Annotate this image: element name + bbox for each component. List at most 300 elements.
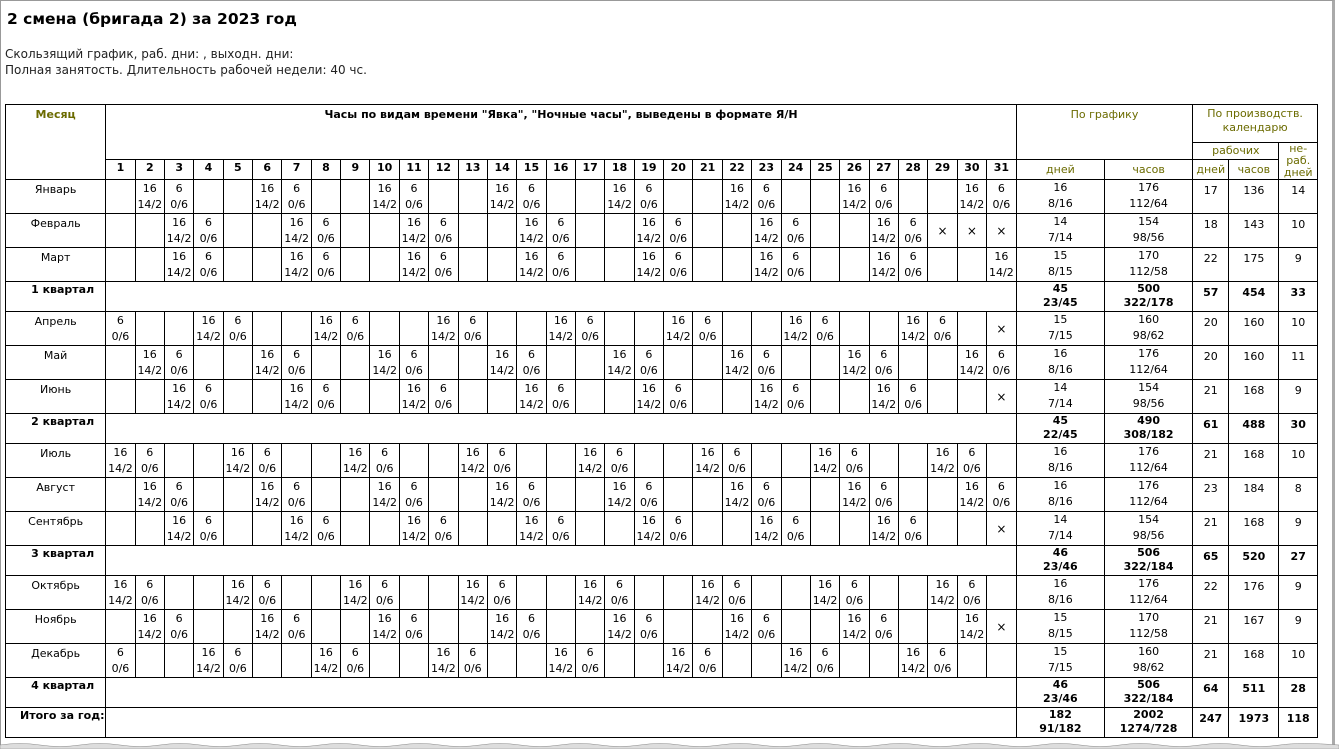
value-bottom: 0/6 bbox=[493, 594, 511, 607]
header-calendar bbox=[1193, 105, 1318, 143]
schedule-days bbox=[1016, 248, 1104, 282]
day-cell bbox=[135, 512, 164, 546]
value-top: 16 bbox=[407, 514, 422, 527]
value-bottom: 14/2 bbox=[284, 266, 309, 279]
day-cell bbox=[898, 444, 927, 478]
value-top: 6 bbox=[938, 314, 946, 327]
value-top: 6 bbox=[733, 578, 741, 591]
value-bottom: 14/2 bbox=[989, 266, 1014, 279]
value-top: 16 bbox=[612, 182, 627, 195]
calendar-nonworking: 118 bbox=[1279, 708, 1318, 738]
value-bottom: 0/6 bbox=[551, 266, 570, 279]
value-top: 500 bbox=[1137, 282, 1161, 295]
value-top: 6 bbox=[293, 348, 301, 361]
summary-label: 1 квартал bbox=[6, 282, 106, 312]
value-bottom: 0/6 bbox=[434, 398, 453, 411]
value-top: 6 bbox=[293, 480, 301, 493]
value-top: 16 bbox=[759, 250, 774, 263]
value-bottom: 14/2 bbox=[460, 594, 486, 607]
day-number-7: 7 bbox=[282, 160, 311, 180]
value-top: 16 bbox=[1053, 479, 1068, 492]
value-top: 16 bbox=[377, 182, 392, 195]
day-cell bbox=[282, 512, 311, 546]
day-number-21: 21 bbox=[693, 160, 722, 180]
schedule-days bbox=[1016, 444, 1104, 478]
value-bottom: 8/16 bbox=[1048, 363, 1073, 376]
day-cell bbox=[664, 444, 693, 478]
value-bottom: 14/2 bbox=[166, 398, 192, 411]
value-top: 176 bbox=[1138, 479, 1160, 492]
calendar-hours: 511 bbox=[1229, 678, 1279, 708]
day-number-2: 2 bbox=[135, 160, 164, 180]
value-top: 16 bbox=[788, 314, 803, 327]
value-top: 16 bbox=[230, 446, 245, 459]
day-cell bbox=[164, 346, 193, 380]
calendar-nonworking: 33 bbox=[1279, 282, 1318, 312]
day-cell bbox=[282, 346, 311, 380]
day-cell bbox=[840, 610, 869, 644]
day-cell bbox=[546, 610, 575, 644]
value-bottom: 98/56 bbox=[1132, 529, 1165, 542]
day-cell bbox=[898, 644, 927, 678]
value-top: 16 bbox=[964, 480, 979, 493]
value-bottom: 0/6 bbox=[199, 266, 218, 279]
day-cell bbox=[311, 478, 340, 512]
value-top: 6 bbox=[557, 250, 565, 263]
schedule-days bbox=[1016, 478, 1104, 512]
value-top: 45 bbox=[1052, 282, 1069, 295]
day-cell bbox=[135, 478, 164, 512]
value-bottom: 14/2 bbox=[900, 330, 926, 343]
value-top: 16 bbox=[142, 480, 157, 493]
value-top: 16 bbox=[788, 646, 803, 659]
day-cell bbox=[253, 248, 282, 282]
day-cell bbox=[194, 512, 223, 546]
value-top: 6 bbox=[880, 182, 888, 195]
value-top: 6 bbox=[322, 216, 330, 229]
value-bottom: 14/2 bbox=[812, 462, 838, 475]
value-top: 16 bbox=[142, 182, 157, 195]
day-cell bbox=[576, 512, 605, 546]
value-top: 6 bbox=[205, 250, 212, 263]
day-cell bbox=[722, 512, 751, 546]
value-bottom: 14/2 bbox=[137, 628, 163, 641]
day-cell bbox=[957, 444, 986, 478]
value-top: 16 bbox=[172, 514, 187, 527]
value-top: 6 bbox=[439, 216, 447, 229]
day-cell bbox=[223, 610, 252, 644]
value-bottom: 0/6 bbox=[199, 530, 218, 543]
day-cell bbox=[458, 610, 487, 644]
month-row bbox=[6, 214, 1318, 248]
day-cell bbox=[164, 478, 193, 512]
day-cell bbox=[370, 380, 399, 414]
value-bottom: 14/2 bbox=[460, 462, 486, 475]
day-cell bbox=[282, 180, 311, 214]
day-cell bbox=[223, 248, 252, 282]
value-bottom: 0/6 bbox=[346, 330, 365, 343]
value-bottom: 14/2 bbox=[137, 198, 163, 211]
day-number-20: 20 bbox=[664, 160, 693, 180]
calendar-nonworking: 10 bbox=[1279, 644, 1318, 678]
day-cell bbox=[957, 248, 986, 282]
total-row bbox=[6, 708, 1318, 738]
day-number-19: 19 bbox=[634, 160, 663, 180]
day-cell bbox=[370, 478, 399, 512]
value-top: 16 bbox=[847, 612, 862, 625]
day-cell bbox=[693, 312, 722, 346]
value-top: 6 bbox=[586, 314, 594, 327]
value-bottom: 0/6 bbox=[874, 198, 893, 211]
day-cell bbox=[311, 380, 340, 414]
calendar-nonworking: 9 bbox=[1279, 576, 1318, 610]
value-bottom: 0/6 bbox=[493, 462, 511, 475]
value-top: 16 bbox=[465, 578, 480, 591]
quarter-row bbox=[6, 546, 1318, 576]
value-top: 16 bbox=[583, 446, 598, 459]
calendar-days: 65 bbox=[1193, 546, 1229, 576]
value-bottom: 7/15 bbox=[1048, 329, 1073, 342]
day-cell bbox=[722, 576, 751, 610]
value-top: 6 bbox=[557, 514, 565, 527]
day-cell bbox=[810, 346, 839, 380]
day-number-5: 5 bbox=[223, 160, 252, 180]
calendar-days: 57 bbox=[1193, 282, 1229, 312]
month-row bbox=[6, 180, 1318, 214]
header-calendar-text: По производств. календарю bbox=[1207, 107, 1303, 134]
schedule-days bbox=[1016, 546, 1104, 576]
value-top: 16 bbox=[818, 446, 833, 459]
day-cell bbox=[487, 248, 516, 282]
day-cell bbox=[399, 214, 428, 248]
month-name: Июнь bbox=[6, 380, 106, 414]
day-number-22: 22 bbox=[722, 160, 751, 180]
day-cell bbox=[164, 380, 193, 414]
value-top: 16 bbox=[641, 250, 656, 263]
day-cell bbox=[987, 576, 1017, 610]
calendar-days: 17 bbox=[1193, 180, 1229, 214]
day-cell bbox=[135, 312, 164, 346]
value-top: 6 bbox=[645, 480, 653, 493]
day-cell bbox=[135, 380, 164, 414]
day-cell bbox=[223, 478, 252, 512]
summary-label: 2 квартал bbox=[6, 414, 106, 444]
value-top: 16 bbox=[1053, 347, 1068, 360]
calendar-nonworking: 14 bbox=[1279, 180, 1318, 214]
day-cell bbox=[752, 346, 781, 380]
day-cell bbox=[135, 576, 164, 610]
page-title: 2 смена (бригада 2) за 2023 год bbox=[7, 10, 297, 28]
value-bottom: 8/16 bbox=[1048, 197, 1073, 210]
month-name: Сентябрь bbox=[6, 512, 106, 546]
value-bottom: 0/6 bbox=[640, 364, 658, 377]
day-cell bbox=[987, 248, 1017, 282]
value-bottom: 14/2 bbox=[108, 462, 133, 475]
schedule-days bbox=[1016, 610, 1104, 644]
value-bottom: 0/6 bbox=[963, 594, 981, 607]
day-cell bbox=[810, 512, 839, 546]
day-cell bbox=[253, 312, 282, 346]
summary-label: Итого за год: bbox=[6, 708, 106, 738]
day-number-27: 27 bbox=[869, 160, 898, 180]
value-bottom: 0/6 bbox=[405, 364, 423, 377]
calendar-days: 21 bbox=[1193, 512, 1229, 546]
day-cell bbox=[664, 312, 693, 346]
value-top: 16 bbox=[935, 578, 950, 591]
day-cell bbox=[781, 380, 810, 414]
value-bottom: 14/2 bbox=[166, 266, 192, 279]
value-bottom: 14/2 bbox=[548, 330, 574, 343]
value-bottom: 14/2 bbox=[783, 330, 809, 343]
value-top: 6 bbox=[909, 216, 917, 229]
value-top: 16 bbox=[847, 348, 862, 361]
value-top: 16 bbox=[524, 250, 539, 263]
value-top: 6 bbox=[410, 182, 418, 195]
day-cell bbox=[341, 478, 370, 512]
value-top: 6 bbox=[968, 578, 976, 591]
day-cell bbox=[253, 444, 282, 478]
calendar-nonworking: 27 bbox=[1279, 546, 1318, 576]
value-top: 6 bbox=[381, 446, 389, 459]
day-cell bbox=[752, 478, 781, 512]
schedule-hours bbox=[1104, 414, 1192, 444]
value-bottom: 14/2 bbox=[225, 594, 251, 607]
header-cal-days: дней bbox=[1193, 160, 1229, 180]
day-cell bbox=[752, 248, 781, 282]
value-top: 16 bbox=[847, 480, 862, 493]
value-bottom: 0/6 bbox=[522, 364, 541, 377]
value-top: 16 bbox=[260, 348, 275, 361]
value-bottom: 0/6 bbox=[522, 496, 541, 509]
value-bottom: 0/6 bbox=[786, 530, 805, 543]
day-cell bbox=[194, 644, 223, 678]
day-cell bbox=[429, 380, 458, 414]
summary-label: 4 квартал bbox=[6, 678, 106, 708]
day-cell bbox=[517, 214, 546, 248]
value-bottom: 0/6 bbox=[170, 496, 188, 509]
value-top: 16 bbox=[495, 348, 510, 361]
value-top: 6 bbox=[293, 612, 301, 625]
value-bottom: 112/64 bbox=[1129, 495, 1168, 508]
day-cell bbox=[106, 248, 135, 282]
day-cell bbox=[752, 380, 781, 414]
calendar-nonworking: 8 bbox=[1279, 478, 1318, 512]
day-cell bbox=[223, 512, 252, 546]
day-cell bbox=[898, 180, 927, 214]
value-bottom: 322/184 bbox=[1123, 560, 1174, 573]
day-cell bbox=[282, 214, 311, 248]
value-top: 16 bbox=[729, 612, 744, 625]
value-top: 16 bbox=[289, 216, 304, 229]
value-top: 6 bbox=[997, 348, 1005, 361]
value-bottom: 14/2 bbox=[842, 198, 867, 211]
value-top: 6 bbox=[909, 382, 917, 395]
value-top: 6 bbox=[322, 514, 330, 527]
day-cell bbox=[840, 444, 869, 478]
value-top: 6 bbox=[116, 646, 124, 659]
day-cell bbox=[987, 214, 1017, 248]
day-cell bbox=[106, 444, 135, 478]
value-bottom: 0/6 bbox=[992, 364, 1011, 377]
value-bottom: 0/6 bbox=[816, 662, 834, 675]
value-top: 6 bbox=[674, 514, 682, 527]
day-cell bbox=[987, 644, 1017, 678]
day-cell bbox=[752, 512, 781, 546]
day-cell bbox=[781, 644, 810, 678]
day-cell bbox=[135, 214, 164, 248]
value-top: 16 bbox=[348, 446, 363, 459]
value-top: 6 bbox=[498, 446, 506, 459]
day-cell bbox=[987, 180, 1017, 214]
value-bottom: 14/2 bbox=[372, 364, 398, 377]
day-cell bbox=[429, 312, 458, 346]
value-top: 6 bbox=[410, 612, 418, 625]
value-bottom: 14/2 bbox=[254, 198, 280, 211]
schedule-days bbox=[1016, 380, 1104, 414]
value-top: 6 bbox=[645, 612, 653, 625]
day-cell bbox=[576, 180, 605, 214]
value-bottom: 14/2 bbox=[724, 496, 750, 509]
calendar-days: 21 bbox=[1193, 610, 1229, 644]
day-cell bbox=[840, 214, 869, 248]
schedule-days bbox=[1016, 346, 1104, 380]
value-bottom: 1274/728 bbox=[1119, 722, 1178, 735]
day-cell bbox=[164, 248, 193, 282]
value-top: 6 bbox=[997, 480, 1005, 493]
value-bottom: 14/2 bbox=[959, 496, 985, 509]
value-bottom: 14/2 bbox=[401, 530, 427, 543]
day-cell bbox=[664, 380, 693, 414]
value-top: 16 bbox=[524, 382, 539, 395]
value-top: 6 bbox=[674, 216, 682, 229]
day-cell bbox=[840, 512, 869, 546]
schedule-hours bbox=[1104, 576, 1192, 610]
day-cell bbox=[722, 444, 751, 478]
calendar-days: 64 bbox=[1193, 678, 1229, 708]
header-hours: Часы по видам времени "Явка", "Ночные часы", выведены в формате Я/Н bbox=[106, 105, 1017, 160]
day-number-30: 30 bbox=[957, 160, 986, 180]
value-bottom: 14/2 bbox=[724, 364, 750, 377]
day-cell bbox=[311, 248, 340, 282]
day-cell bbox=[399, 512, 428, 546]
day-cell bbox=[341, 214, 370, 248]
day-cell bbox=[869, 214, 898, 248]
day-number-10: 10 bbox=[370, 160, 399, 180]
day-cell bbox=[487, 610, 516, 644]
value-top: 16 bbox=[1053, 181, 1068, 194]
value-top: 15 bbox=[1053, 645, 1068, 658]
day-cell bbox=[194, 248, 223, 282]
value-top: 6 bbox=[469, 646, 477, 659]
value-top: 16 bbox=[641, 216, 656, 229]
day-cell bbox=[282, 248, 311, 282]
day-cell bbox=[810, 214, 839, 248]
value-top: 16 bbox=[964, 182, 979, 195]
value-bottom: 0/6 bbox=[375, 594, 394, 607]
calendar-hours: 520 bbox=[1229, 546, 1279, 576]
value-top: 16 bbox=[906, 314, 921, 327]
schedule-table bbox=[5, 104, 1318, 738]
day-cell bbox=[634, 512, 663, 546]
value-top: 6 bbox=[498, 578, 506, 591]
value-top: 6 bbox=[234, 314, 242, 327]
day-cell bbox=[869, 180, 898, 214]
value-bottom: 112/64 bbox=[1129, 461, 1168, 474]
day-cell bbox=[928, 576, 957, 610]
day-cell bbox=[282, 644, 311, 678]
value-top: 16 bbox=[407, 216, 422, 229]
value-top: 16 bbox=[465, 446, 480, 459]
value-bottom: 7/14 bbox=[1048, 231, 1073, 244]
day-cell bbox=[576, 380, 605, 414]
value-bottom: 14/2 bbox=[225, 462, 251, 475]
value-bottom: 7/14 bbox=[1048, 529, 1073, 542]
value-top: 6 bbox=[322, 250, 330, 263]
value-bottom: 91/182 bbox=[1039, 722, 1082, 735]
month-row bbox=[6, 576, 1318, 610]
value-bottom: 14/2 bbox=[519, 398, 544, 411]
day-cell bbox=[546, 644, 575, 678]
value-top: 16 bbox=[729, 182, 744, 195]
day-cell bbox=[517, 312, 546, 346]
day-cell bbox=[517, 380, 546, 414]
day-cell bbox=[458, 644, 487, 678]
value-top: 16 bbox=[935, 446, 950, 459]
value-top: 6 bbox=[880, 348, 888, 361]
value-top: 6 bbox=[645, 348, 653, 361]
summary-spacer bbox=[106, 708, 1017, 738]
day-cell bbox=[399, 380, 428, 414]
day-cell bbox=[840, 312, 869, 346]
day-number-16: 16 bbox=[546, 160, 575, 180]
value-top: 16 bbox=[289, 382, 304, 395]
day-cell bbox=[135, 610, 164, 644]
day-cell bbox=[429, 180, 458, 214]
calendar-days: 22 bbox=[1193, 576, 1229, 610]
day-cell bbox=[987, 512, 1017, 546]
value-bottom: 14/2 bbox=[636, 530, 662, 543]
value-bottom: 14/2 bbox=[607, 496, 632, 509]
value-bottom: 0/6 bbox=[874, 496, 893, 509]
value-bottom: 322/184 bbox=[1123, 692, 1174, 705]
value-top: 6 bbox=[850, 578, 858, 591]
value-top: 16 bbox=[641, 382, 656, 395]
day-cell bbox=[106, 610, 135, 644]
value-top: 16 bbox=[230, 578, 245, 591]
value-top: 16 bbox=[759, 216, 774, 229]
value-top: 6 bbox=[850, 446, 858, 459]
day-number-25: 25 bbox=[810, 160, 839, 180]
day-cell bbox=[253, 380, 282, 414]
day-cell bbox=[840, 346, 869, 380]
value-top: 6 bbox=[880, 480, 888, 493]
day-cell bbox=[135, 346, 164, 380]
value-top: 16 bbox=[172, 250, 187, 263]
value-top: 6 bbox=[527, 480, 535, 493]
day-cell bbox=[164, 214, 193, 248]
value-bottom: 0/6 bbox=[170, 198, 188, 211]
schedule-days bbox=[1016, 512, 1104, 546]
value-top: 154 bbox=[1138, 215, 1160, 228]
value-bottom: 14/2 bbox=[959, 364, 985, 377]
day-cell bbox=[487, 444, 516, 478]
value-top: 154 bbox=[1138, 381, 1160, 394]
value-bottom: 14/2 bbox=[284, 232, 309, 245]
value-top: 6 bbox=[616, 446, 624, 459]
value-bottom: 14/2 bbox=[489, 628, 515, 641]
value-bottom: 0/6 bbox=[287, 198, 306, 211]
calendar-nonworking: 9 bbox=[1279, 512, 1318, 546]
